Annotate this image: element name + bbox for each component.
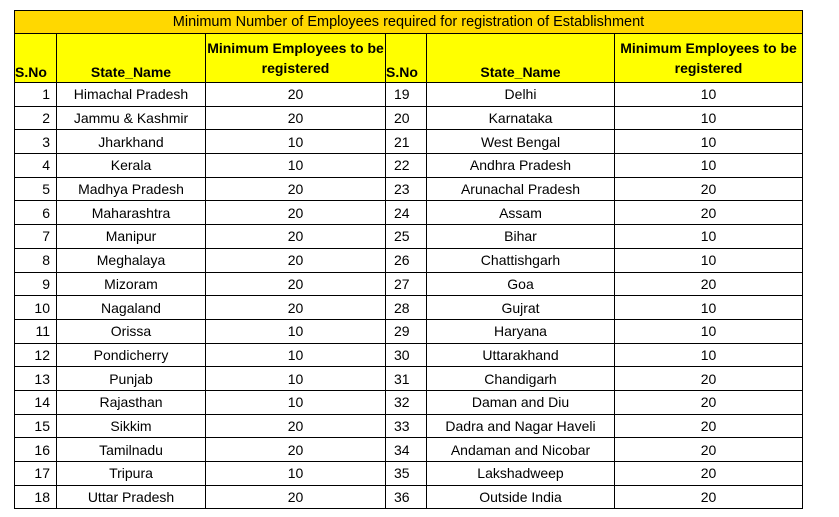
- employees-table: [14, 10, 803, 509]
- row-min-employees-left: 10: [206, 390, 386, 414]
- row-state-left: Tripura: [57, 462, 206, 486]
- row-min-employees-right: 10: [615, 296, 803, 320]
- row-min-employees-left: 20: [206, 106, 386, 130]
- row-state-right: Andhra Pradesh: [427, 154, 615, 178]
- row-min-employees-left: 10: [206, 319, 386, 343]
- row-state-left: Himachal Pradesh: [57, 83, 206, 107]
- row-min-employees-left: 20: [206, 225, 386, 249]
- row-sno-right: 29: [386, 319, 427, 343]
- row-sno-right: 23: [386, 177, 427, 201]
- row-state-left: Maharashtra: [57, 201, 206, 225]
- row-min-employees-left: 20: [206, 438, 386, 462]
- row-state-right: Uttarakhand: [427, 343, 615, 367]
- table-row: [15, 296, 803, 320]
- table-title: Minimum Number of Employees required for registration of Establishment: [15, 11, 803, 34]
- table-row: [15, 177, 803, 201]
- row-state-left: Jharkhand: [57, 130, 206, 154]
- row-state-left: Uttar Pradesh: [57, 485, 206, 509]
- table-row: [15, 154, 803, 178]
- row-sno-left: 11: [15, 319, 57, 343]
- table-row: [15, 390, 803, 414]
- row-min-employees-left: 20: [206, 248, 386, 272]
- table-row: [15, 272, 803, 296]
- row-state-left: Madhya Pradesh: [57, 177, 206, 201]
- row-sno-right: 19: [386, 83, 427, 107]
- row-state-left: Kerala: [57, 154, 206, 178]
- row-sno-right: 33: [386, 414, 427, 438]
- row-state-right: Assam: [427, 201, 615, 225]
- table-row: [15, 367, 803, 391]
- row-min-employees-right: 20: [615, 485, 803, 509]
- row-min-employees-left: 10: [206, 367, 386, 391]
- row-min-employees-right: 10: [615, 83, 803, 107]
- row-sno-left: 10: [15, 296, 57, 320]
- row-min-employees-left: 20: [206, 177, 386, 201]
- row-min-employees-right: 20: [615, 201, 803, 225]
- table-row: [15, 248, 803, 272]
- row-sno-right: 24: [386, 201, 427, 225]
- row-state-left: Nagaland: [57, 296, 206, 320]
- row-state-right: Haryana: [427, 319, 615, 343]
- row-sno-right: 36: [386, 485, 427, 509]
- table-row: [15, 438, 803, 462]
- row-sno-left: 14: [15, 390, 57, 414]
- table-row: [15, 485, 803, 509]
- row-state-left: Manipur: [57, 225, 206, 249]
- row-min-employees-left: 10: [206, 462, 386, 486]
- table-row: [15, 414, 803, 438]
- row-sno-left: 1: [15, 83, 57, 107]
- header-min-employees-right: Minimum Employees to be registered: [615, 34, 803, 83]
- row-state-left: Punjab: [57, 367, 206, 391]
- row-min-employees-right: 20: [615, 390, 803, 414]
- row-state-right: Chattishgarh: [427, 248, 615, 272]
- row-sno-left: 9: [15, 272, 57, 296]
- row-state-right: Outside India: [427, 485, 615, 509]
- row-min-employees-left: 20: [206, 272, 386, 296]
- row-min-employees-right: 10: [615, 343, 803, 367]
- row-state-left: Orissa: [57, 319, 206, 343]
- header-sno-right: S.No: [386, 34, 427, 83]
- row-state-left: Rajasthan: [57, 390, 206, 414]
- row-sno-left: 12: [15, 343, 57, 367]
- row-sno-right: 31: [386, 367, 427, 391]
- row-sno-right: 34: [386, 438, 427, 462]
- row-sno-right: 27: [386, 272, 427, 296]
- row-state-right: Arunachal Pradesh: [427, 177, 615, 201]
- header-row: [15, 34, 803, 83]
- row-sno-left: 6: [15, 201, 57, 225]
- row-min-employees-right: 20: [615, 438, 803, 462]
- row-min-employees-right: 10: [615, 248, 803, 272]
- row-state-left: Tamilnadu: [57, 438, 206, 462]
- row-state-left: Mizoram: [57, 272, 206, 296]
- row-sno-left: 4: [15, 154, 57, 178]
- row-min-employees-left: 20: [206, 201, 386, 225]
- row-state-right: Dadra and Nagar Haveli: [427, 414, 615, 438]
- row-min-employees-left: 20: [206, 296, 386, 320]
- row-state-right: Daman and Diu: [427, 390, 615, 414]
- row-sno-right: 35: [386, 462, 427, 486]
- row-min-employees-right: 20: [615, 414, 803, 438]
- row-min-employees-left: 20: [206, 414, 386, 438]
- row-min-employees-left: 10: [206, 154, 386, 178]
- row-min-employees-right: 10: [615, 319, 803, 343]
- row-min-employees-right: 20: [615, 462, 803, 486]
- row-min-employees-left: 20: [206, 485, 386, 509]
- row-sno-left: 13: [15, 367, 57, 391]
- row-sno-right: 22: [386, 154, 427, 178]
- row-sno-right: 21: [386, 130, 427, 154]
- row-state-right: West Bengal: [427, 130, 615, 154]
- title-row: [15, 11, 803, 34]
- row-sno-right: 25: [386, 225, 427, 249]
- table-row: [15, 225, 803, 249]
- table-row: [15, 201, 803, 225]
- row-min-employees-right: 20: [615, 367, 803, 391]
- header-state-right: State_Name: [427, 34, 615, 83]
- row-sno-right: 28: [386, 296, 427, 320]
- row-state-right: Gujrat: [427, 296, 615, 320]
- row-min-employees-left: 20: [206, 83, 386, 107]
- row-state-right: Karnataka: [427, 106, 615, 130]
- row-sno-left: 16: [15, 438, 57, 462]
- row-state-right: Goa: [427, 272, 615, 296]
- row-sno-left: 5: [15, 177, 57, 201]
- row-min-employees-right: 20: [615, 177, 803, 201]
- row-state-left: Sikkim: [57, 414, 206, 438]
- row-state-left: Pondicherry: [57, 343, 206, 367]
- row-sno-left: 3: [15, 130, 57, 154]
- row-sno-right: 20: [386, 106, 427, 130]
- row-min-employees-right: 10: [615, 154, 803, 178]
- row-sno-left: 17: [15, 462, 57, 486]
- row-state-left: Jammu & Kashmir: [57, 106, 206, 130]
- row-sno-left: 8: [15, 248, 57, 272]
- header-min-employees-left: Minimum Employees to be registered: [206, 34, 386, 83]
- row-state-right: Bihar: [427, 225, 615, 249]
- row-min-employees-right: 20: [615, 272, 803, 296]
- row-state-right: Delhi: [427, 83, 615, 107]
- table-row: [15, 462, 803, 486]
- row-state-right: Chandigarh: [427, 367, 615, 391]
- row-state-right: Andaman and Nicobar: [427, 438, 615, 462]
- row-min-employees-left: 10: [206, 343, 386, 367]
- row-sno-right: 30: [386, 343, 427, 367]
- row-sno-right: 32: [386, 390, 427, 414]
- header-state-left: State_Name: [57, 34, 206, 83]
- header-sno-left: S.No: [15, 34, 57, 83]
- row-state-right: Lakshadweep: [427, 462, 615, 486]
- row-min-employees-right: 10: [615, 130, 803, 154]
- table-row: [15, 343, 803, 367]
- row-sno-left: 7: [15, 225, 57, 249]
- row-sno-left: 2: [15, 106, 57, 130]
- table-row: [15, 130, 803, 154]
- row-min-employees-left: 10: [206, 130, 386, 154]
- table-row: [15, 83, 803, 107]
- row-min-employees-right: 10: [615, 106, 803, 130]
- row-sno-left: 15: [15, 414, 57, 438]
- row-sno-left: 18: [15, 485, 57, 509]
- table-row: [15, 106, 803, 130]
- row-sno-right: 26: [386, 248, 427, 272]
- table-row: [15, 319, 803, 343]
- row-state-left: Meghalaya: [57, 248, 206, 272]
- row-min-employees-right: 10: [615, 225, 803, 249]
